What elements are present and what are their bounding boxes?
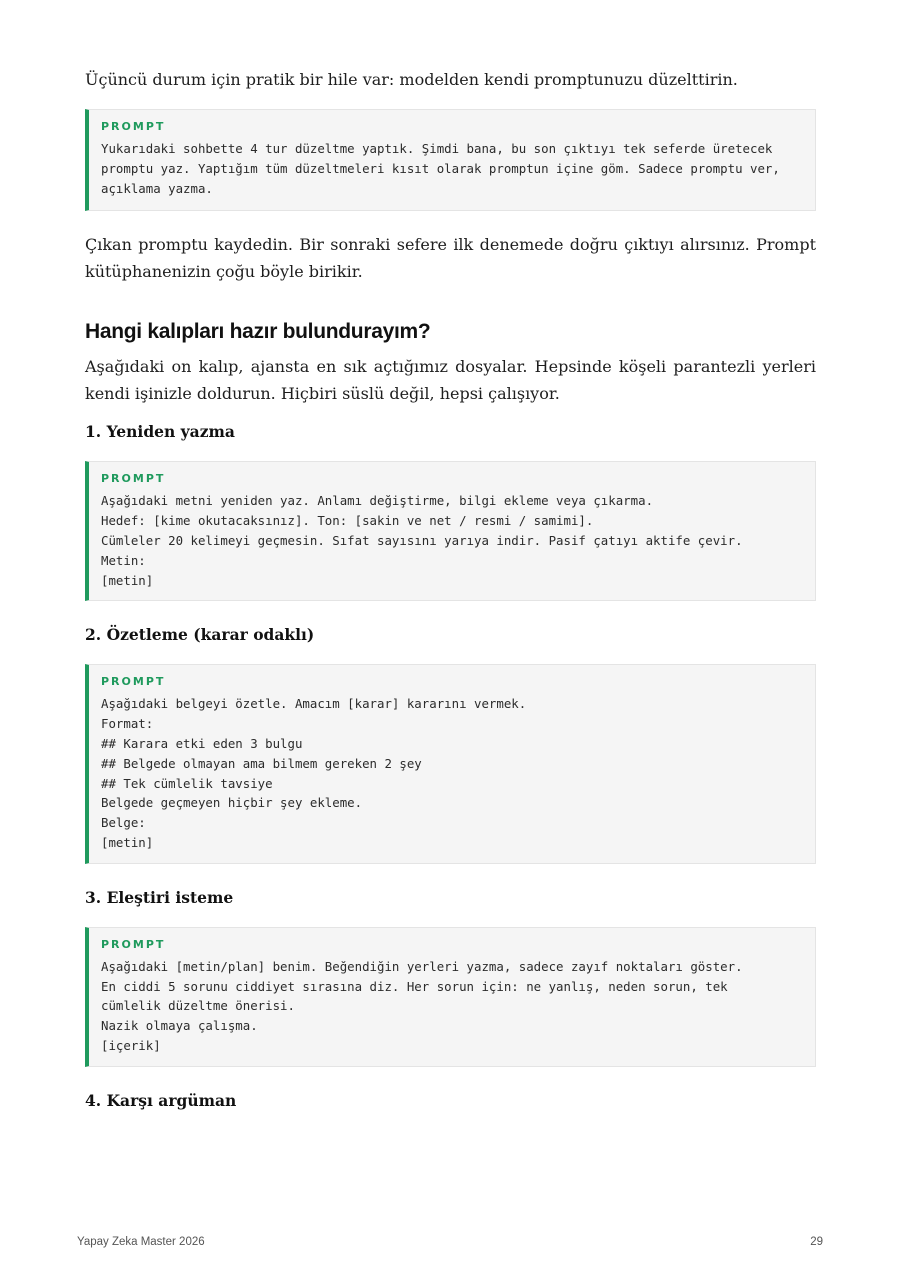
prompt-label: PROMPT <box>101 472 166 486</box>
pattern-title: 4. Karşı argüman <box>85 1090 237 1110</box>
page-footer <box>77 1236 823 1248</box>
after-paragraph: Çıkan promptu kaydedin. Bir sonraki sefere ilk denemede doğru çıktıyı alırsınız. Prompt kütüphanenizin çoğu böyle birikir. <box>85 235 816 282</box>
prompt-label: PROMPT <box>101 675 166 689</box>
prompt-label: PROMPT <box>101 120 166 133</box>
section-heading: Hangi kalıpları hazır bulundurayım? <box>85 320 431 344</box>
prompt-text: Aşağıdaki belgeyi özetle. Amacım [karar] kararını vermek. Format: ## Karara etki eden 3 bulgu ## Belgede olmayan ama bilmem gereken 2 şey ## Tek cümlelik tavsiye Belgede geçmeyen hiçbir şey ekleme. Belge: [metin] <box>101 696 527 850</box>
prompt-box-rewrite <box>85 461 816 601</box>
section-intro: Aşağıdaki on kalıp, ajansta en sık açtığımız dosyalar. Hepsinde köşeli parantezli yerleri kendi işinizle doldurun. Hiçbiri süslü değil, hepsi çalışıyor. <box>85 357 816 404</box>
prompt-text: Aşağıdaki [metin/plan] benim. Beğendiğin yerleri yazma, sadece zayıf noktaları göster. En ciddi 5 sorunu ciddiyet sırasına diz. Her sorun için: ne yanlış, neden sorun, tek cümlelik düzeltme önerisi. Nazik olmaya çalışma. [içerik] <box>101 958 743 1053</box>
page-number: 29 <box>810 1236 823 1248</box>
prompt-box-critique <box>85 927 816 1067</box>
pattern-title: 1. Yeniden yazma <box>85 422 235 442</box>
prompt-text: Aşağıdaki metni yeniden yaz. Anlamı değiştirme, bilgi ekleme veya çıkarma. Hedef: [kime okutacaksınız]. Ton: [sakin ve net / resmi / samimi]. Cümleler 20 kelimeyi geçmesin. Sıfat sayısını yarıya indir. Pasif çatıyı aktife çevir. Metin: [metin] <box>101 493 743 588</box>
pattern-title: 3. Eleştiri isteme <box>85 887 234 907</box>
footer-book-title: Yapay Zeka Master 2026 <box>77 1236 205 1248</box>
pattern-title: 2. Özetleme (karar odaklı) <box>85 625 315 645</box>
prompt-box-fix <box>85 109 816 211</box>
prompt-label: PROMPT <box>101 937 166 951</box>
prompt-box-summary <box>85 664 816 863</box>
prompt-text: Yukarıdaki sohbette 4 tur düzeltme yaptık. Şimdi bana, bu son çıktıyı tek seferde üretecek promptu yaz. Yaptığım tüm düzeltmeleri kısıt olarak promptun içine göm. Sadece promptu ver, açıklama yazma. <box>101 141 788 196</box>
intro-paragraph: Üçüncü durum için pratik bir hile var: modelden kendi promptunuzu düzelttirin. <box>85 70 738 89</box>
page-content <box>85 66 816 1112</box>
